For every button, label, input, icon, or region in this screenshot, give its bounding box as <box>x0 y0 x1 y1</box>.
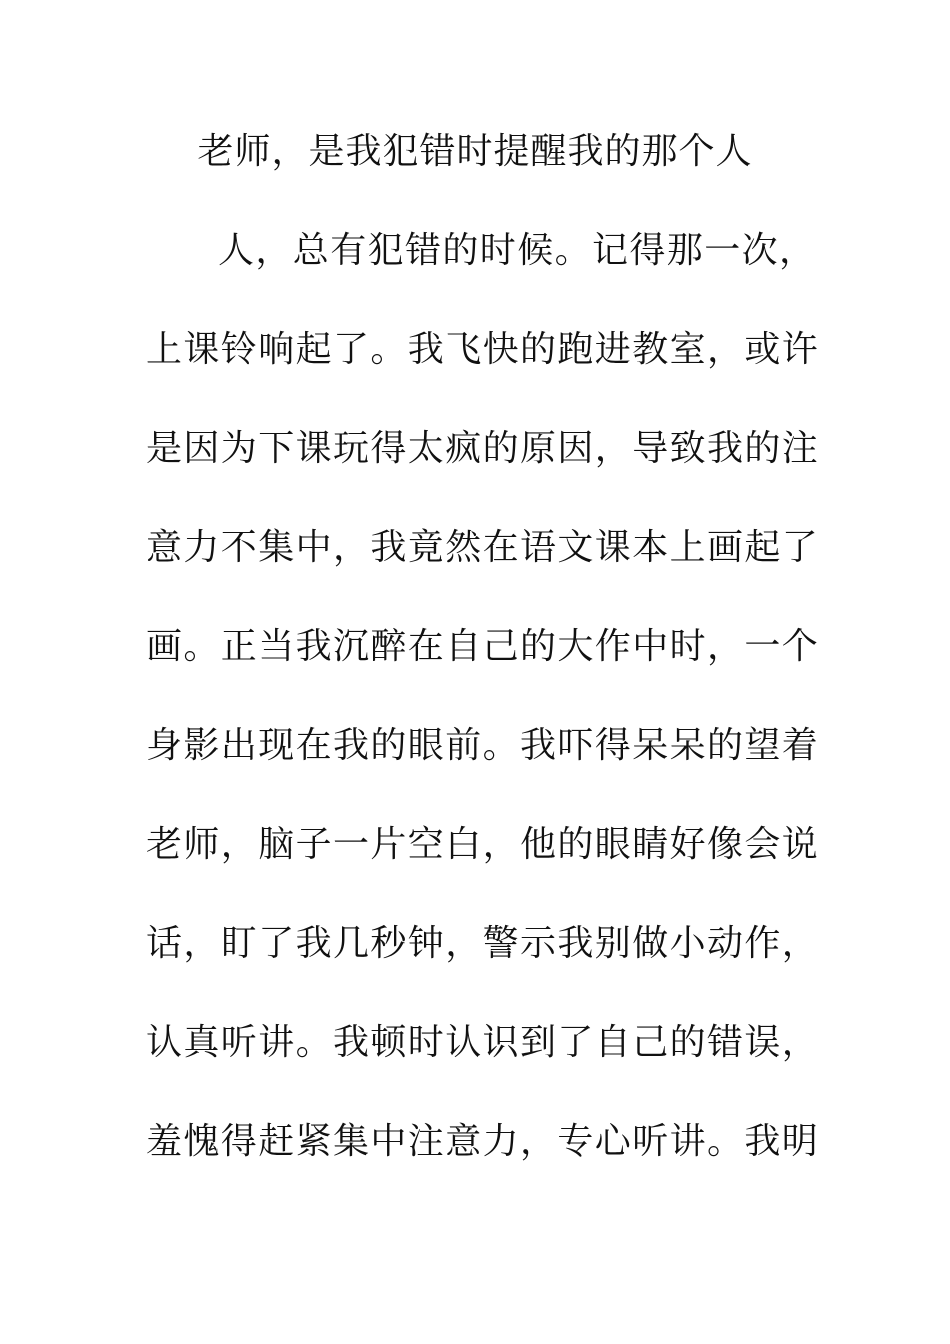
paragraph-line: 意力不集中，我竟然在语文课本上画起了 <box>146 527 820 568</box>
paragraph-line: 认真听讲。我顿时认识到了自己的错误， <box>146 1022 820 1063</box>
paragraph-line: 人，总有犯错的时候。记得那一次， <box>218 230 817 271</box>
paragraph-line: 羞愧得赶紧集中注意力，专心听讲。我明 <box>146 1121 820 1162</box>
paragraph-line: 话，盯了我几秒钟，警示我别做小动作， <box>146 923 820 964</box>
paragraph-line: 是因为下课玩得太疯的原因，导致我的注 <box>146 428 820 469</box>
paragraph-line: 老师，脑子一片空白，他的眼睛好像会说 <box>146 824 820 865</box>
document-title: 老师，是我犯错时提醒我的那个人 <box>197 131 753 172</box>
paragraph-line: 上课铃响起了。我飞快的跑进教室，或许 <box>146 329 820 370</box>
paragraph-line: 身影出现在我的眼前。我吓得呆呆的望着 <box>146 725 820 766</box>
paragraph-line: 画。正当我沉醉在自己的大作中时，一个 <box>146 626 820 667</box>
